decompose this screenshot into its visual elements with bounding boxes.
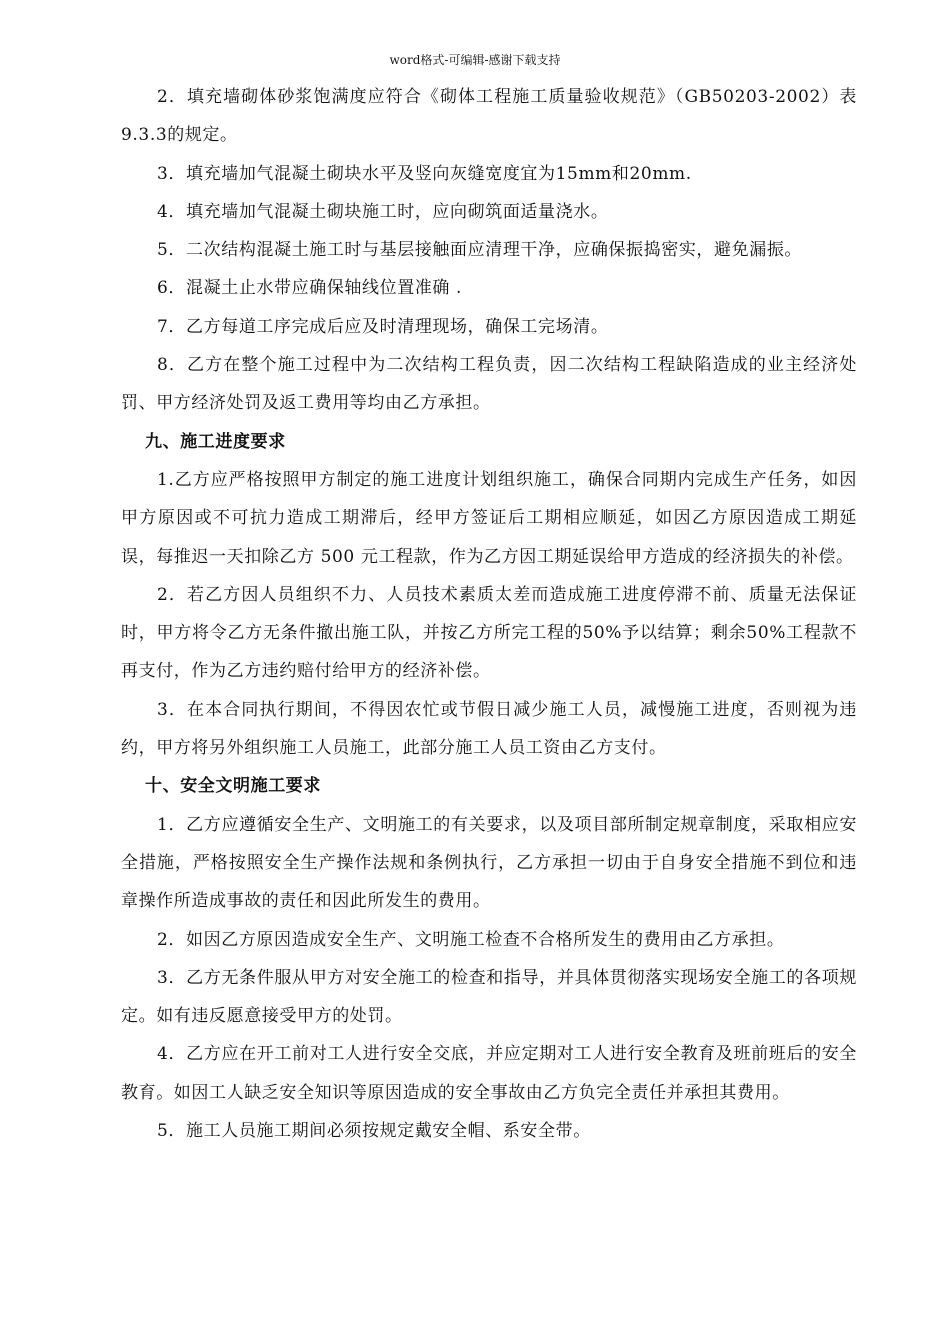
clause-6: 6．混凝土止水带应确保轴线位置准确 . (157, 278, 463, 299)
clause-8: 8．乙方在整个施工过程中为二次结构工程负责，因二次结构工程缺陷造成的业主经济处罚、甲方经济处罚及返工费用等均由乙方承担。 (121, 355, 857, 414)
page-header: word格式-可编辑-感谢下载支持 (389, 53, 561, 67)
clause-3: 3．填充墙加气混凝土砌块水平及竖向灰缝宽度宜为15mm和20mm. (157, 163, 692, 184)
schedule-clause-3: 3．在本合同执行期间，不得因农忙或节假日减少施工人员，减慢施工进度，否则视为违约，甲方将另外组织施工人员施工，此部分施工人员工资由乙方支付。 (121, 699, 857, 759)
safety-clause-4: 4．乙方应在开工前对工人进行安全交底，并应定期对工人进行安全教育及班前班后的安全教育。如因工人缺乏安全知识等原因造成的安全事故由乙方负完全责任并承担其费用。 (121, 1044, 857, 1103)
clause-2: 2．填充墙砌体砂浆饱满度应符合《砌体工程施工质量验收规范》（GB50203-2002）表9.3.3的规定。 (121, 87, 857, 146)
safety-clause-1: 1．乙方应遵循安全生产、文明施工的有关要求，以及项目部所制定规章制度，采取相应安全措施，严格按照安全生产操作法规和条例执行，乙方承担一切由于自身安全措施不到位和违章操作所造成事故的责任和因此所发生的费用。 (121, 814, 857, 912)
document-body (121, 78, 857, 1150)
safety-clause-5: 5．施工人员施工期间必须按规定戴安全帽、系安全带。 (157, 1121, 591, 1142)
safety-clause-3: 3．乙方无条件服从甲方对安全施工的检查和指导，并具体贯彻落实现场安全施工的各项规定。如有违反愿意接受甲方的处罚。 (121, 967, 857, 1027)
section-heading-safety: 十、安全文明施工要求 (145, 776, 321, 797)
schedule-clause-2: 2．若乙方因人员组织不力、人员技术素质太差而造成施工进度停滞不前、质量无法保证时，甲方将令乙方无条件撤出施工队，并按乙方所完工程的50%予以结算；剩余50%工程款不再支付，作为乙方违约赔付给甲方的经济补偿。 (121, 584, 857, 682)
clause-7: 7．乙方每道工序完成后应及时清理现场，确保工完场清。 (157, 316, 609, 337)
section-heading-schedule: 九、施工进度要求 (145, 431, 286, 452)
clause-4: 4．填充墙加气混凝土砌块施工时，应向砌筑面适量浇水。 (157, 201, 609, 222)
schedule-clause-1: 1.乙方应严格按照甲方制定的施工进度计划组织施工，确保合同期内完成生产任务，如因甲方原因或不可抗力造成工期滞后，经甲方签证后工期相应顺延，如因乙方原因造成工期延误，每推迟一天扣除乙方 500 元工程款，作为乙方因工期延误给甲方造成的经济损失的补偿。 (121, 469, 857, 567)
clause-5: 5．二次结构混凝土施工时与基层接触面应清理干净，应确保振捣密实，避免漏振。 (157, 240, 803, 261)
safety-clause-2: 2．如因乙方原因造成安全生产、文明施工检查不合格所发生的费用由乙方承担。 (157, 929, 785, 950)
